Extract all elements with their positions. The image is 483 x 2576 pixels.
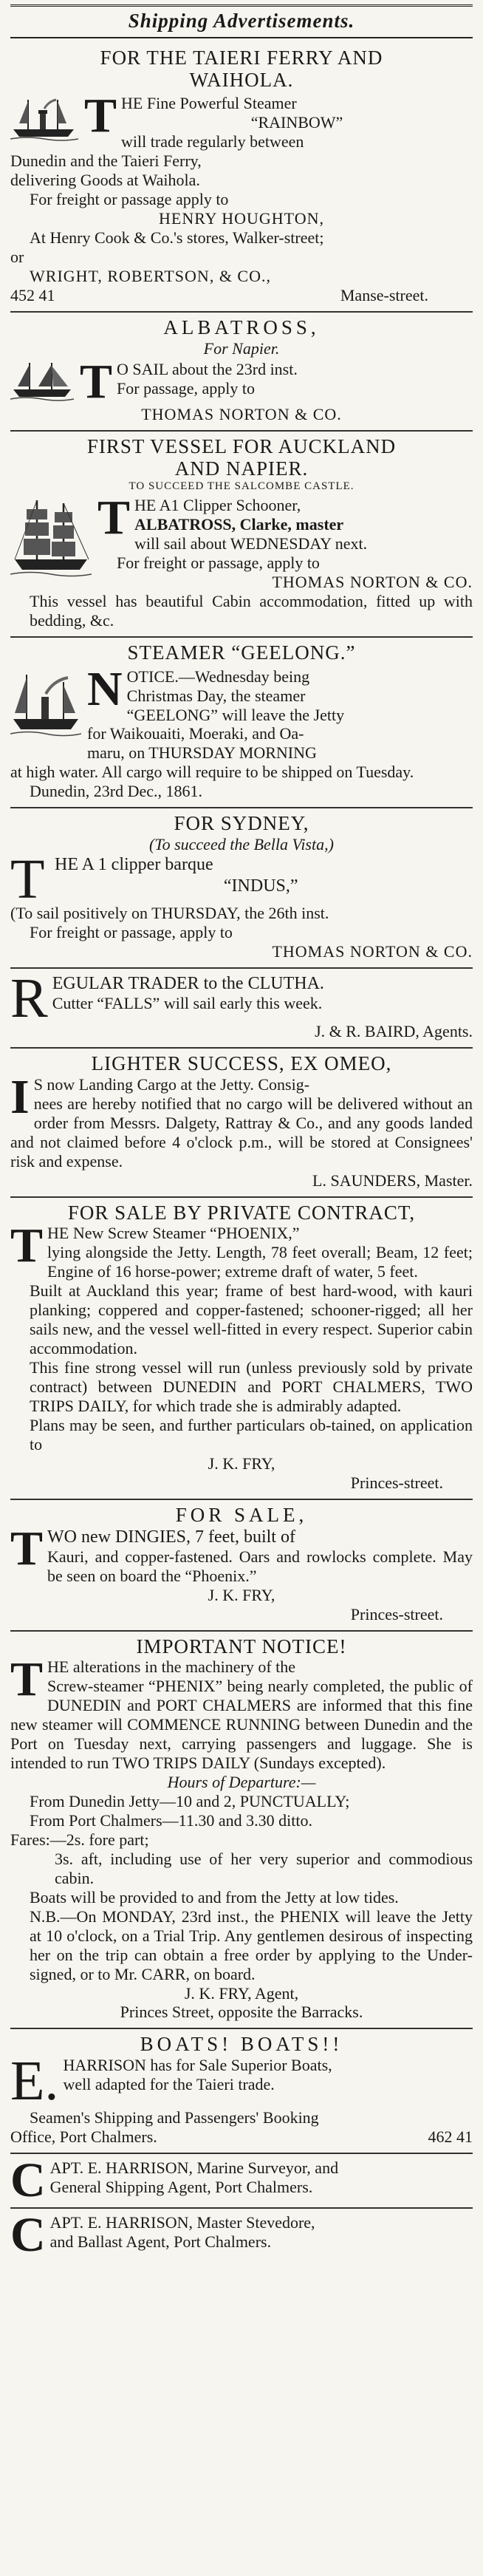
ad-harrison-surveyor <box>10 2154 473 2209</box>
ad-text: will sail about WEDNESDAY next. <box>134 534 368 553</box>
ad-text: nees are hereby notified that no cargo will be delivered without an order from Messrs. Dalgety, Rattray & Co., and any goods landed and not claimed before 4 o'clock p.m., will be stored at Consignees' risk and expense. <box>10 1094 473 1171</box>
ad-text: S now Landing Cargo at the Jetty. Consig- <box>33 1075 310 1094</box>
ad-text: N.B.—On MONDAY, 23rd inst., the PHENIX will leave the Jetty at 10 o'clock, on a Trial Trip. Any gentlemen desirous of inspecting her on the trip can obtain a free order by applying to the Under-signed, or to Mr. CARR, on board. <box>30 1907 473 1983</box>
ship-name: “RAINBOW” <box>250 113 343 132</box>
ad-steamer-geelong <box>10 638 473 808</box>
ad-text: This fine strong vessel will run (unless previously sold by private contract) between DUNEDIN and PORT CHALMERS, TWO TRIPS DAILY, for which trade she is admirably adapted. <box>30 1358 473 1416</box>
drop-cap: T <box>84 89 117 143</box>
ad-lighter-success <box>10 1049 473 1197</box>
ad-heading: IMPORTANT NOTICE! <box>136 1635 347 1657</box>
drop-cap: E. <box>10 2050 59 2113</box>
ad-reference-number: 452 41 <box>10 285 55 304</box>
drop-cap: C <box>10 2208 46 2263</box>
ad-taieri-ferry <box>10 43 473 313</box>
ad-text: HE New Screw Steamer “PHOENIX,” <box>47 1224 300 1243</box>
ad-subheading: For Napier. <box>203 338 280 358</box>
ship-name: “INDUS,” <box>223 876 298 896</box>
ad-heading: LIGHTER SUCCESS, EX OMEO, <box>91 1052 392 1075</box>
drop-cap: I <box>10 1070 30 1125</box>
agent-name: WRIGHT, ROBERTSON, & CO., <box>30 266 271 285</box>
ad-text: at high water. All cargo will require to be shipped on Tuesday. <box>10 763 414 782</box>
fares-line: 3s. aft, including use of her very superior and commodious cabin. <box>55 1849 473 1887</box>
ad-text: APT. E. HARRISON, Master Stevedore, <box>49 2213 315 2232</box>
ad-text: (To sail positively on THURSDAY, the 26th inst. <box>10 903 329 922</box>
ad-text: HE A 1 clipper barque <box>55 855 213 875</box>
drop-cap: T <box>10 1219 44 1273</box>
agent-name: J. & R. BAIRD, Agents. <box>315 1022 473 1041</box>
ad-text: lying alongside the Jetty. Length, 78 feet overall; Beam, 12 feet; Engine of 16 horse-power; extreme draft of water, 5 feet. <box>47 1243 473 1281</box>
agent-name: THOMAS NORTON & CO. <box>272 573 473 592</box>
ad-subheading: TO SUCCEED THE SALCOMBE CASTLE. <box>129 480 354 493</box>
ad-phoenix-for-sale <box>10 1198 473 1500</box>
drop-cap: T <box>97 491 131 545</box>
ad-text: General Shipping Agent, Port Chalmers. <box>49 2177 313 2196</box>
ad-text: Christmas Day, the steamer <box>126 686 306 705</box>
agent-name: J. K. FRY, <box>208 1454 275 1473</box>
ad-albatross-auckland <box>10 432 473 638</box>
ad-address: Princes-street. <box>350 1604 443 1623</box>
ad-text: For freight or passage, apply to <box>117 553 320 573</box>
ad-text: APT. E. HARRISON, Marine Surveyor, and <box>49 2158 339 2177</box>
ad-heading: FOR THE TAIERI FERRY AND <box>100 47 383 69</box>
ad-text: Seamen's Shipping and Passengers' Booking <box>30 2108 319 2127</box>
ad-heading: FOR SALE BY PRIVATE CONTRACT, <box>67 1201 416 1224</box>
ad-heading: BOATS! BOATS!! <box>140 2033 343 2056</box>
schedule-line: From Port Chalmers—11.30 and 3.30 ditto. <box>30 1810 312 1830</box>
ad-text: EGULAR TRADER to the CLUTHA. <box>52 973 324 993</box>
clipper-ship-icon <box>10 496 92 582</box>
schooner-ship-icon <box>10 360 74 405</box>
ad-text: Built at Auckland this year; frame of best hard-wood, with kauri planking; coppered and copper-fastened; schooner-rigged; all her sails new, and the vessel well-fitted in every respect. Superior cabin accommodation. <box>30 1281 473 1358</box>
ad-address: Princes-street. <box>350 1473 443 1492</box>
ad-text: HE alterations in the machinery of the <box>47 1657 296 1677</box>
section-masthead: Shipping Advertisements. <box>10 4 473 38</box>
ad-text: WO new DINGIES, 7 feet, built of <box>47 1527 295 1547</box>
ad-dingies-for-sale <box>10 1500 473 1632</box>
drop-cap: T <box>80 354 113 409</box>
drop-cap: C <box>10 2153 46 2207</box>
ad-text: well adapted for the Taieri trade. <box>63 2075 275 2094</box>
ad-text: HE Fine Powerful Steamer <box>121 94 297 113</box>
ad-text: Dunedin and the Taieri Ferry, <box>10 151 202 171</box>
ad-text: Boats will be provided to and from the Jetty at low tides. <box>30 1887 399 1907</box>
ad-text: At Henry Cook & Co.'s stores, Walker-street; <box>30 228 324 248</box>
steamer-ship-icon <box>10 94 78 146</box>
ship-name: ALBATROSS, Clarke, master <box>134 515 344 534</box>
ad-text: For freight or passage apply to <box>30 190 229 209</box>
agent-name: THOMAS NORTON & CO. <box>141 404 342 423</box>
ad-text: HE A1 Clipper Schooner, <box>134 496 301 515</box>
ad-text: Kauri, and copper-fastened. Oars and rowlocks complete. May be seen on board the “Phoenix.” <box>47 1547 473 1585</box>
ad-heading: WAIHOLA. <box>189 68 294 91</box>
ad-text: will trade regularly between <box>121 132 304 151</box>
steamer-ship-icon <box>10 667 81 742</box>
ad-date: Dunedin, 23rd Dec., 1861. <box>30 782 203 801</box>
drop-cap: T <box>10 1652 44 1707</box>
ad-text: “GEELONG” will leave the Jetty <box>126 705 345 724</box>
drop-cap: N <box>87 661 123 716</box>
ad-text: OTICE.—Wednesday being <box>126 667 310 686</box>
ad-text: or <box>10 248 24 266</box>
fares-line: Fares:—2s. fore part; <box>10 1830 149 1849</box>
agent-name: J. K. FRY, Agent, <box>184 1983 299 2003</box>
ad-heading: FOR SALE, <box>175 1503 308 1526</box>
ad-heading: AND NAPIER. <box>174 457 309 480</box>
agent-name: J. K. FRY, <box>208 1585 275 1604</box>
ad-text: HARRISON has for Sale Superior Boats, <box>63 2056 332 2075</box>
ad-heading: STEAMER “GEELONG.” <box>127 641 356 664</box>
ad-address: Manse-street. <box>340 285 428 304</box>
agent-name: HENRY HOUGHTON, <box>159 209 324 228</box>
ad-text: Screw-steamer “PHENIX” being nearly completed, the public of DUNEDIN and PORT CHALMERS are informed that this fine new steamer will COMMENCE RUNNING between Dunedin and the Port on Tuesday next, carrying passengers and luggage. She is intended to run TWO TRIPS DAILY (Sundays excepted). <box>10 1677 473 1773</box>
ad-text: for Waikouaiti, Moeraki, and Oa- <box>87 724 304 743</box>
agent-name: THOMAS NORTON & CO. <box>272 941 473 961</box>
drop-cap: T <box>10 848 45 911</box>
ad-sydney-indus <box>10 808 473 969</box>
ad-text: Office, Port Chalmers. <box>10 2127 157 2146</box>
section-title: Hours of Departure:— <box>167 1773 316 1792</box>
ad-text: maru, on THURSDAY MORNING <box>87 743 317 763</box>
ad-heading: FOR SYDNEY, <box>174 812 309 835</box>
ad-heading: ALBATROSS, <box>163 316 320 338</box>
ad-text: O SAIL about the 23rd inst. <box>117 359 298 378</box>
ad-harrison-stevedore <box>10 2209 473 2263</box>
agent-name: L. SAUNDERS, Master. <box>312 1171 473 1190</box>
drop-cap: R <box>10 967 48 1029</box>
ad-albatross-napier <box>10 313 473 432</box>
ad-address: Princes Street, opposite the Barracks. <box>120 2003 363 2022</box>
ad-text: and Ballast Agent, Port Chalmers. <box>49 2232 272 2252</box>
ad-text: For passage, apply to <box>117 378 255 398</box>
ad-boats-for-sale <box>10 2029 473 2153</box>
ad-heading: FIRST VESSEL FOR AUCKLAND <box>86 435 397 457</box>
ad-text: For freight or passage, apply to <box>30 922 233 941</box>
ad-text: Plans may be seen, and further particulars ob-tained, on application to <box>30 1416 473 1454</box>
ad-text: Cutter “FALLS” will sail early this week. <box>52 994 323 1013</box>
ad-text: This vessel has beautiful Cabin accommodation, fitted up with bedding, &c. <box>30 592 473 630</box>
ad-important-notice <box>10 1632 473 2030</box>
ad-reference-number: 462 41 <box>428 2127 473 2146</box>
ad-clutha-trader <box>10 969 473 1049</box>
ad-subheading: (To succeed the Bella Vista,) <box>149 834 334 853</box>
ad-text: delivering Goods at Waihola. <box>10 171 200 190</box>
schedule-line: From Dunedin Jetty—10 and 2, PUNCTUALLY; <box>30 1791 350 1810</box>
drop-cap: T <box>10 1521 44 1575</box>
